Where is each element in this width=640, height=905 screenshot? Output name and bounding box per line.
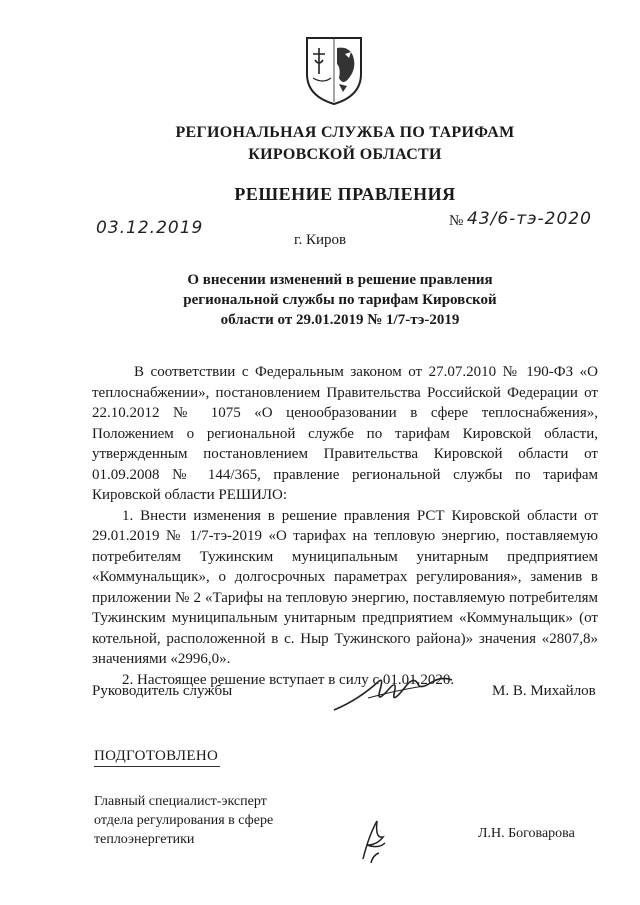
prepared-by-label: ПОДГОТОВЛЕНО	[94, 748, 219, 764]
document-body	[92, 362, 598, 690]
preparer-position	[94, 792, 273, 849]
preparer-name: Л.Н. Боговарова	[478, 826, 575, 841]
subject-line1: О внесении изменений в решение правления	[187, 272, 493, 288]
organization-name-line1: РЕГИОНАЛЬНАЯ СЛУЖБА ПО ТАРИФАМ	[175, 124, 515, 141]
document-date: 03.12.2019	[96, 218, 204, 238]
subject-line2: региональной службы по тарифам Кировской	[183, 292, 497, 308]
subject-line3: области от 29.01.2019 № 1/7-тэ-2019	[220, 312, 460, 328]
signatory-role: Руководитель службы	[92, 683, 233, 699]
decision-item-1: 1. Внести изменения в решение правления РСТ Кировской области от 29.01.2019 № 1/7-тэ-2019 «О тарифах на тепловую энергию, поставляемую потребителям Тужинским муниципальным унитарным предприятием «Коммунальщик», о долгосрочных параметрах регулирования», заменив в приложении № 2 «Тарифы на тепловую энергию, поставляемую потребителям Тужинским муниципальным унитарным предприятием «Коммунальщик» (от котельной, расположенной в с. Ныр Тужинского района)» значения «2807,8» значениями «2996,0».	[92, 507, 598, 667]
document-subject	[160, 270, 520, 330]
number-label: №	[449, 213, 464, 229]
signatory-name: М. В. Михайлов	[492, 683, 596, 699]
preparer-position-line3: теплоэнергетики	[94, 832, 195, 847]
preparer-position-line2: отдела регулирования в сфере	[94, 813, 274, 828]
organization-name-line2: КИРОВСКОЙ ОБЛАСТИ	[248, 146, 442, 163]
preamble-paragraph: В соответствии с Федеральным законом от 27.07.2010 № 190-ФЗ «О теплоснабжении», постановлением Правительства Российской Федерации от 22.10.2012 № 1075 «О ценообразовании в сфере теплоснабжения», Положением о региональной службе по тарифам Кировской области, утвержденным постановлением Правительства Кировской области от 01.09.2008 № 144/365, правление региональной службы по тарифам Кировской области РЕШИЛО:	[92, 364, 598, 503]
prepared-underline	[94, 766, 220, 767]
preparer-position-line1: Главный специалист-эксперт	[94, 794, 267, 809]
decision-item-2: 2. Настоящее решение вступает в силу с 01.01.2020.	[122, 671, 455, 688]
document-number: 43/6-тэ-2020	[467, 209, 592, 229]
document-city: г. Киров	[294, 232, 347, 248]
handwritten-initials-icon	[355, 815, 391, 865]
document-type-title: РЕШЕНИЕ ПРАВЛЕНИЯ	[234, 184, 456, 204]
handwritten-signature-icon	[328, 660, 478, 720]
coat-of-arms-icon	[303, 34, 365, 106]
